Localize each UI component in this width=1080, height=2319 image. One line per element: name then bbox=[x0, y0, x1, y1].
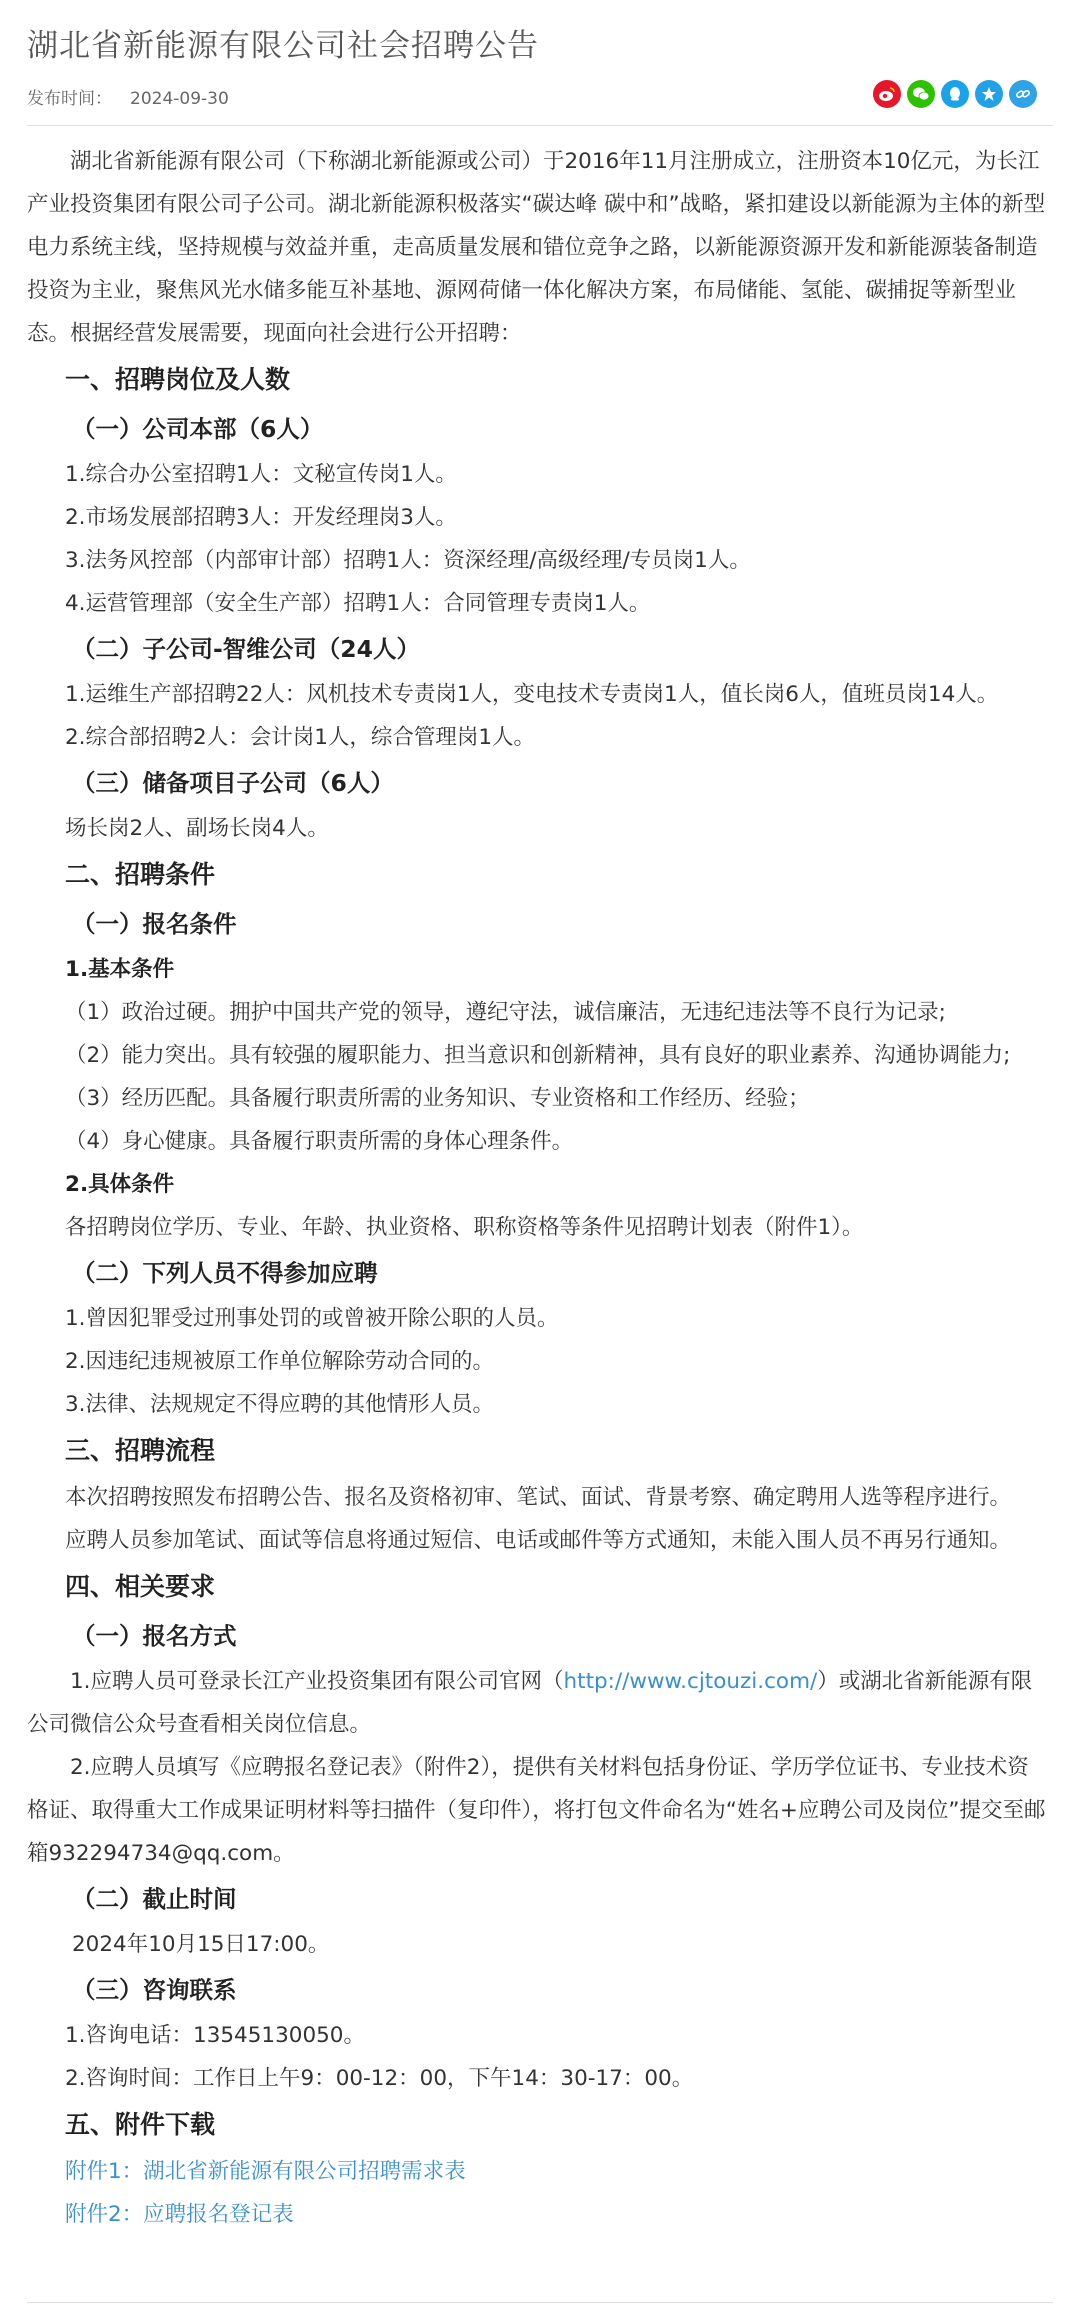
publish-date: 2024-09-30 bbox=[130, 89, 229, 109]
list-item: 1.运维生产部招聘22人：风机技术专责岗1人，变电技术专责岗1人，值长岗6人，值班员岗14人。 bbox=[65, 682, 999, 707]
list-item: （2）能力突出。具有较强的履职能力、担当意识和创新精神，具有良好的职业素养、沟通协调能力; bbox=[65, 1043, 1011, 1068]
list-item: 本次招聘按照发布招聘公告、报名及资格初审、笔试、面试、背景考察、确定聘用人选等程序进行。 bbox=[65, 1485, 1012, 1510]
list-item bbox=[27, 1660, 1047, 1746]
section-heading: 二、招聘条件 bbox=[65, 860, 216, 889]
list-item: 2.咨询时间：工作日上午9：00-12：00，下午14：30-17：00。 bbox=[65, 2066, 694, 2091]
share-bar bbox=[873, 80, 1037, 108]
subsection-heading: （一）公司本部（6人） bbox=[72, 415, 324, 443]
subsection-heading: （一）报名条件 bbox=[72, 910, 237, 938]
list-item: （4）身心健康。具备履行职责所需的身体心理条件。 bbox=[65, 1129, 574, 1154]
intro-paragraph: 湖北省新能源有限公司（下称湖北新能源或公司）于2016年11月注册成立，注册资本10亿元，为长江产业投资集团有限公司子公司。湖北新能源积极落实“碳达峰 碳中和”战略，紧扣建设以新能源为主体的新型电力系统主线，坚持规模与效益并重，走高质量发展和错位竞争之路，以新能源资源开发和新能源装备制造投资为主业，聚焦风光水储多能互补基地、源网荷储一体化解决方案，布局储能、氢能、碳捕捉等新型业态。根据经营发展需要，现面向社会进行公开招聘： bbox=[27, 149, 1046, 346]
section-heading: 三、招聘流程 bbox=[65, 1436, 216, 1465]
list-item: 4.运营管理部（安全生产部）招聘1人：合同管理专责岗1人。 bbox=[65, 591, 651, 616]
header-divider bbox=[27, 125, 1053, 126]
item-text: 1.应聘人员可登录长江产业投资集团有限公司官网（ bbox=[70, 1669, 564, 1694]
article-body bbox=[27, 140, 1047, 2236]
list-item: 2.因违纪违规被原工作单位解除劳动合同的。 bbox=[65, 1349, 495, 1374]
page-title: 湖北省新能源有限公司社会招聘公告 bbox=[27, 28, 539, 64]
footer-divider bbox=[27, 2302, 1053, 2303]
wechat-icon[interactable] bbox=[907, 80, 935, 108]
list-item: 3.法律、法规规定不得应聘的其他情形人员。 bbox=[65, 1392, 495, 1417]
list-item: 2.应聘人员填写《应聘报名登记表》（附件2），提供有关材料包括身份证、学历学位证书、专业技术资格证、取得重大工作成果证明材料等扫描件（复印件），将打包文件命名为“姓名+应聘公司及岗位”提交至邮箱932294734@qq.com。 bbox=[27, 1755, 1046, 1866]
section-heading: 四、相关要求 bbox=[65, 1572, 216, 1601]
link-icon[interactable] bbox=[1009, 80, 1037, 108]
official-site-link[interactable]: http://www.cjtouzi.com/ bbox=[563, 1669, 818, 1694]
attachment-link-2[interactable]: 附件2：应聘报名登记表 bbox=[65, 2202, 294, 2227]
deadline-text: 2024年10月15日17:00。 bbox=[72, 1932, 330, 1957]
list-item: 1.曾因犯罪受过刑事处罚的或曾被开除公职的人员。 bbox=[65, 1306, 559, 1331]
section-heading: 五、附件下载 bbox=[65, 2110, 216, 2139]
weibo-icon[interactable] bbox=[873, 80, 901, 108]
subsection-heading: （一）报名方式 bbox=[72, 1622, 237, 1650]
publish-info bbox=[27, 84, 229, 109]
subsection-heading: （三）咨询联系 bbox=[72, 1976, 237, 2004]
qzone-icon[interactable] bbox=[975, 80, 1003, 108]
minor-heading: 2.具体条件 bbox=[65, 1172, 175, 1197]
list-item: 场长岗2人、副场长岗4人。 bbox=[65, 816, 329, 841]
subsection-heading: （二）截止时间 bbox=[72, 1885, 237, 1913]
list-item: 2.市场发展部招聘3人：开发经理岗3人。 bbox=[65, 505, 457, 530]
section-heading: 一、招聘岗位及人数 bbox=[65, 365, 291, 394]
list-item: 1.咨询电话：13545130050。 bbox=[65, 2023, 365, 2048]
list-item: 应聘人员参加笔试、面试等信息将通过短信、电话或邮件等方式通知，未能入围人员不再另行通知。 bbox=[65, 1528, 1012, 1553]
subsection-heading: （三）储备项目子公司（6人） bbox=[72, 769, 394, 797]
subsection-heading: （二）子公司-智维公司（24人） bbox=[72, 635, 420, 663]
list-item: 1.综合办公室招聘1人：文秘宣传岗1人。 bbox=[65, 462, 457, 487]
minor-heading: 1.基本条件 bbox=[65, 957, 175, 982]
item-text: ）或湖北省新能源有限公司微信公众号查看相关岗位信息。 bbox=[27, 1669, 1033, 1737]
attachment-link-1[interactable]: 附件1：湖北省新能源有限公司招聘需求表 bbox=[65, 2159, 466, 2184]
qq-icon[interactable] bbox=[941, 80, 969, 108]
list-item: （3）经历匹配。具备履行职责所需的业务知识、专业资格和工作经历、经验； bbox=[65, 1086, 810, 1111]
subsection-heading: （二）下列人员不得参加应聘 bbox=[72, 1259, 378, 1287]
list-item: 2.综合部招聘2人：会计岗1人，综合管理岗1人。 bbox=[65, 725, 536, 750]
publish-label: 发布时间： bbox=[27, 89, 112, 109]
list-item: 3.法务风控部（内部审计部）招聘1人：资深经理/高级经理/专员岗1人。 bbox=[65, 548, 751, 573]
list-item: 各招聘岗位学历、专业、年龄、执业资格、职称资格等条件见招聘计划表（附件1）。 bbox=[65, 1215, 864, 1240]
list-item: （1）政治过硬。拥护中国共产党的领导，遵纪守法，诚信廉洁，无违纪违法等不良行为记录; bbox=[65, 1000, 946, 1025]
